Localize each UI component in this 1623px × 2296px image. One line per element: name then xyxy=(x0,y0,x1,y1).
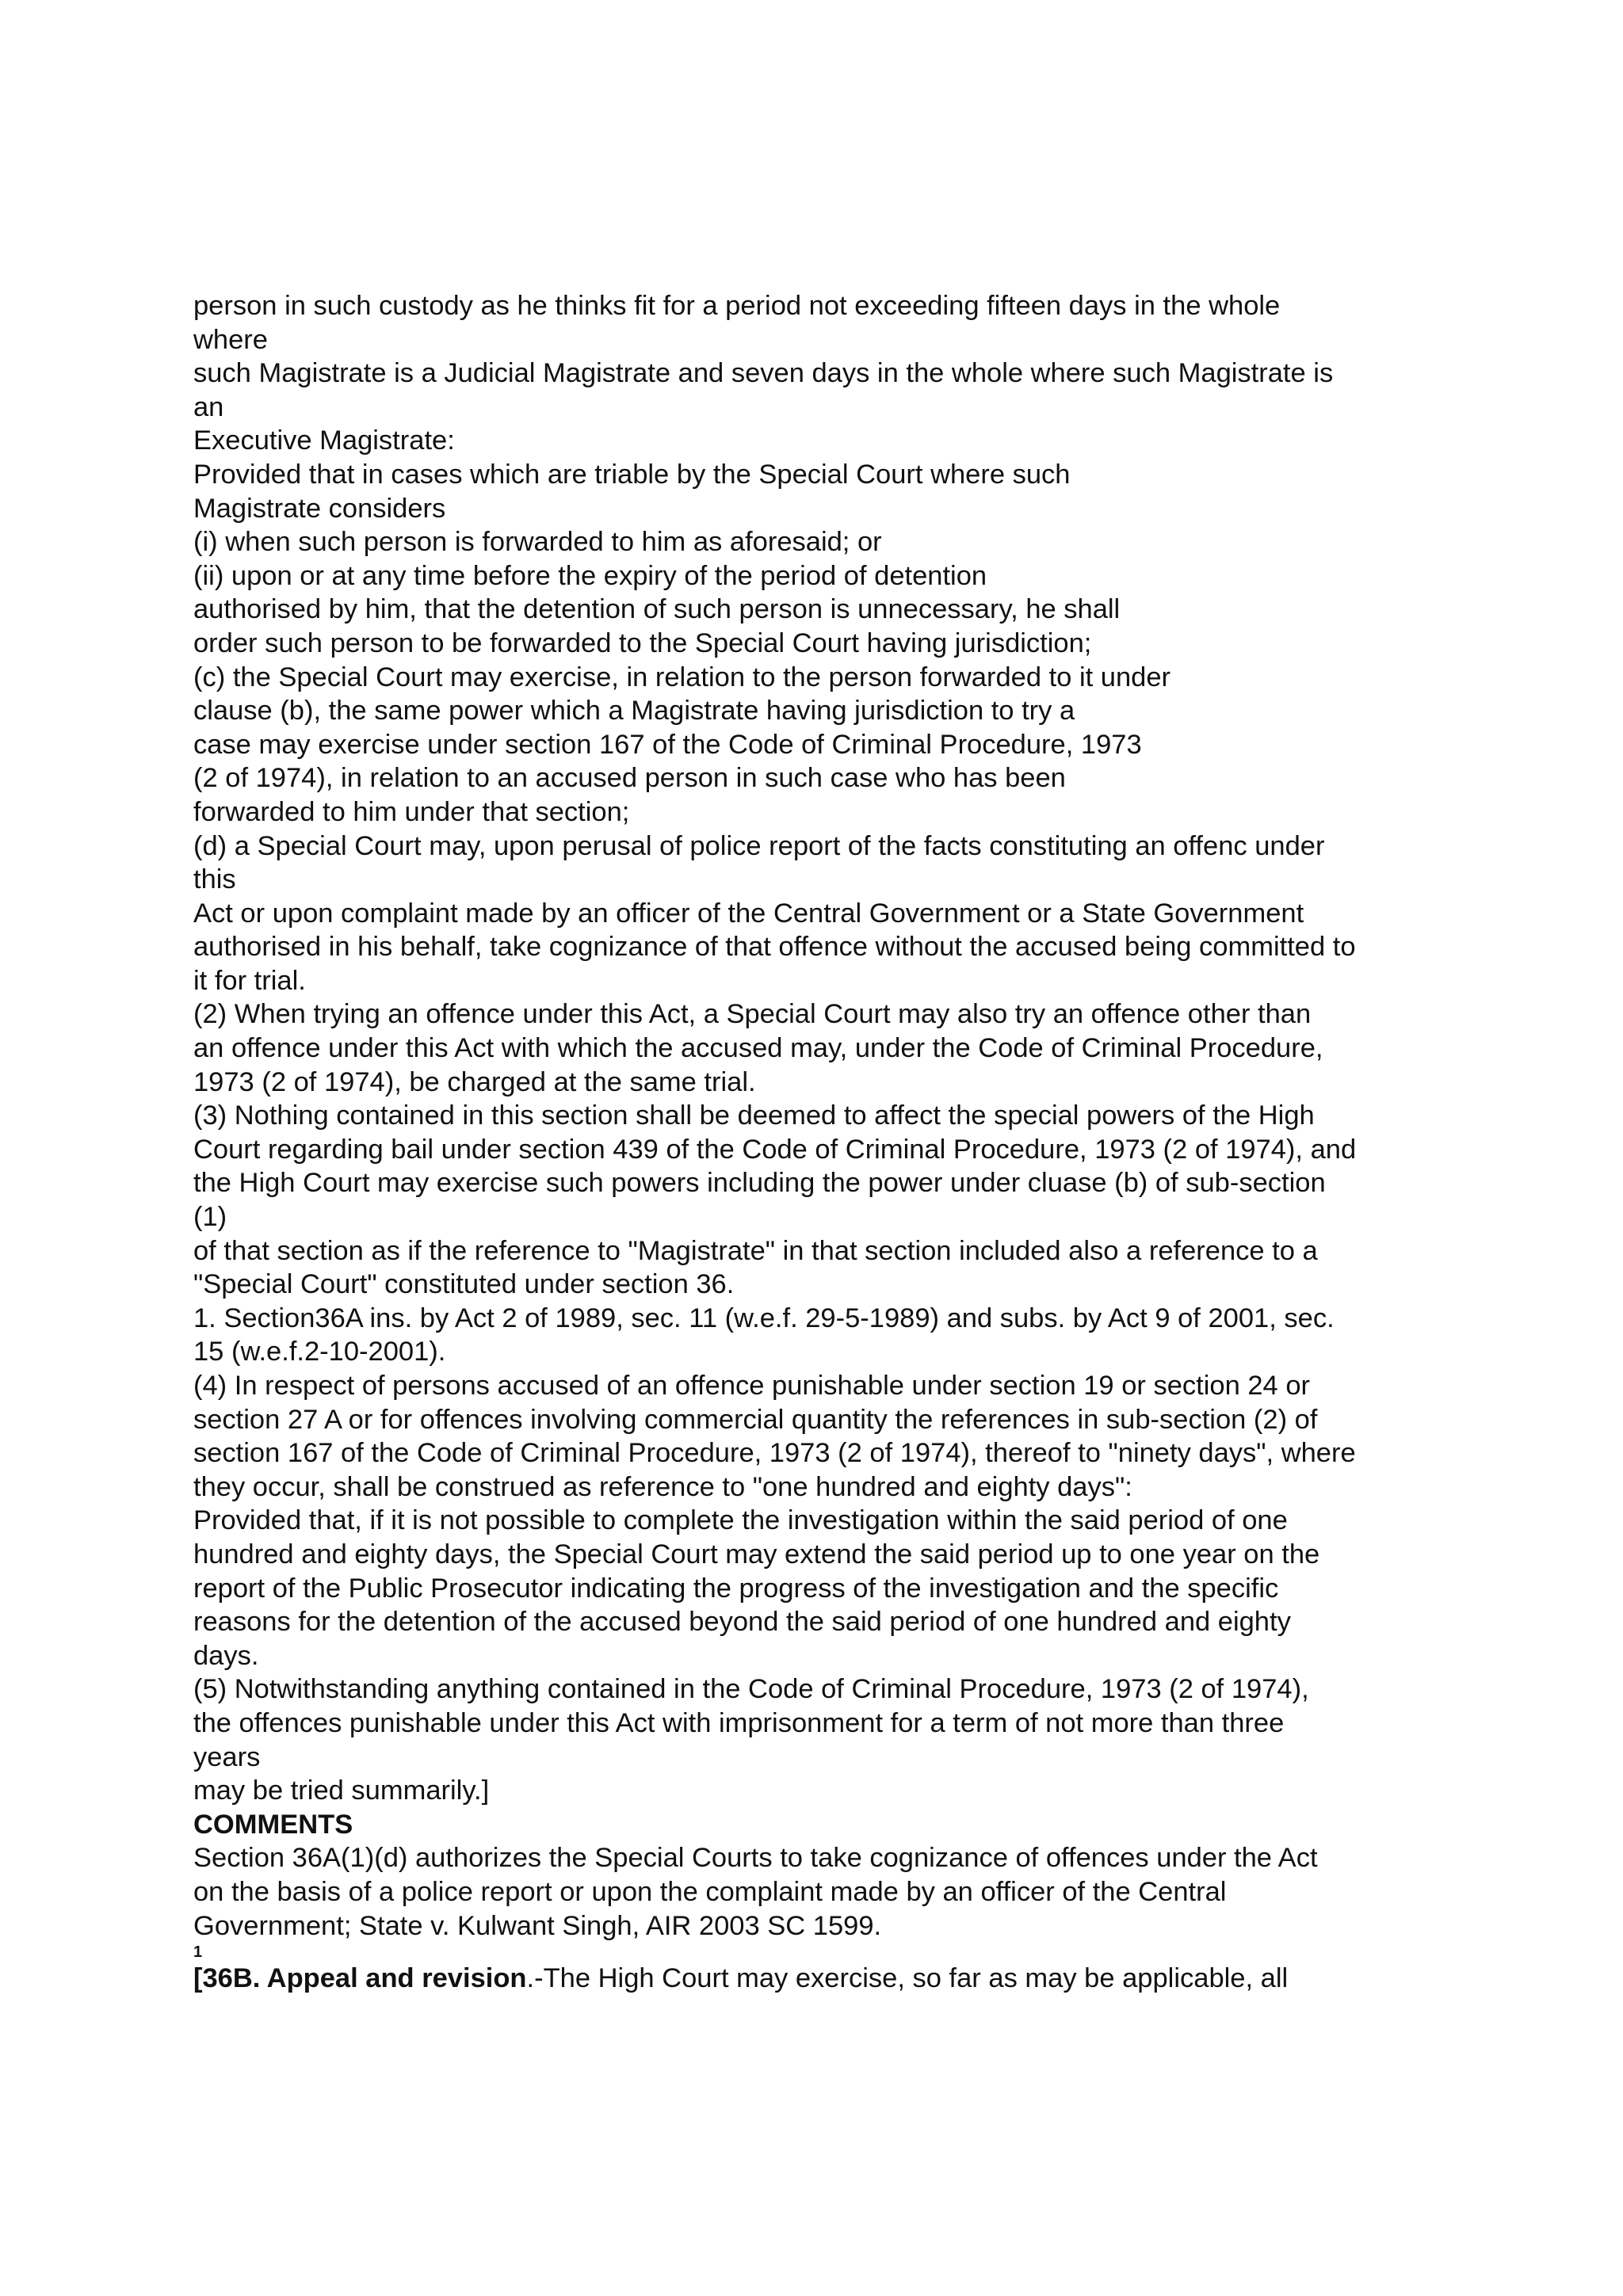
text-line: authorised in his behalf, take cognizance of that offence without the accused being committed to xyxy=(193,932,1356,963)
text-line: such Magistrate is a Judicial Magistrate and seven days in the whole where such Magistrate is xyxy=(193,358,1334,389)
text-line: an xyxy=(193,391,224,422)
text-line: 15 (w.e.f.2-10-2001). xyxy=(193,1337,446,1367)
text-line: authorised by him, that the detention of such person is unnecessary, he shall xyxy=(193,594,1121,625)
text-line: Magistrate considers xyxy=(193,493,446,524)
text-line: report of the Public Prosecutor indicating the progress of the investigation and the specific xyxy=(193,1573,1279,1604)
text-line: Court regarding bail under section 439 of the Code of Criminal Procedure, 1973 (2 of 1974), and xyxy=(193,1134,1357,1165)
text-line: years xyxy=(193,1741,261,1772)
text-line: (d) a Special Court may, upon perusal of police report of the facts constituting an offenc under xyxy=(193,830,1325,861)
text-line: "Special Court" constituted under section 36. xyxy=(193,1269,735,1300)
text-line: section 27 A or for offences involving commercial quantity the references in sub-section (2) of xyxy=(193,1404,1318,1435)
document-body xyxy=(193,289,1477,1996)
text-line: (2 of 1974), in relation to an accused person in such case who has been xyxy=(193,763,1066,794)
text-line: the High Court may exercise such powers including the power under cluase (b) of sub-section xyxy=(193,1168,1326,1199)
text-line: (1) xyxy=(193,1202,227,1233)
text-line: on the basis of a police report or upon the complaint made by an officer of the Central xyxy=(193,1876,1227,1907)
text-line: 1973 (2 of 1974), be charged at the same trial. xyxy=(193,1066,756,1097)
text-line: an offence under this Act with which the accused may, under the Code of Criminal Procedure, xyxy=(193,1033,1323,1064)
text-line: hundred and eighty days, the Special Court may extend the said period up to one year on the xyxy=(193,1539,1320,1569)
section-36b-heading: [36B. Appeal and revision xyxy=(193,1963,527,1994)
section-36b-line xyxy=(193,1962,1477,1996)
text-line: person in such custody as he thinks fit for a period not exceeding fifteen days in the whole xyxy=(193,291,1281,321)
text-line: (c) the Special Court may exercise, in relation to the person forwarded to it under xyxy=(193,662,1171,692)
text-line: this xyxy=(193,864,236,895)
text-line: days. xyxy=(193,1640,259,1671)
text-line: reasons for the detention of the accused beyond the said period of one hundred and eighty xyxy=(193,1607,1291,1638)
text-line: (3) Nothing contained in this section shall be deemed to affect the special powers of the High xyxy=(193,1100,1315,1131)
text-line: Act or upon complaint made by an officer of the Central Government or a State Government xyxy=(193,898,1304,929)
statute-text xyxy=(193,289,1477,1808)
text-line: section 167 of the Code of Criminal Procedure, 1973 (2 of 1974), thereof to "ninety days", where xyxy=(193,1438,1356,1469)
text-line: (2) When trying an offence under this Act, a Special Court may also try an offence other than xyxy=(193,999,1312,1030)
text-line: the offences punishable under this Act with imprisonment for a term of not more than three xyxy=(193,1707,1285,1738)
text-line: 1. Section36A ins. by Act 2 of 1989, sec. 11 (w.e.f. 29-5-1989) and subs. by Act 9 of 2001, sec. xyxy=(193,1302,1335,1333)
text-line: may be tried summarily.] xyxy=(193,1775,490,1806)
text-line: Provided that in cases which are triable by the Special Court where such xyxy=(193,459,1071,490)
text-line: case may exercise under section 167 of the Code of Criminal Procedure, 1973 xyxy=(193,729,1142,760)
text-line: Section 36A(1)(d) authorizes the Special Courts to take cognizance of offences under the Act xyxy=(193,1843,1318,1874)
text-line: where xyxy=(193,324,268,355)
text-line: Executive Magistrate: xyxy=(193,425,455,456)
text-line: (i) when such person is forwarded to him as aforesaid; or xyxy=(193,527,882,558)
footnote-marker: 1 xyxy=(193,1943,203,1962)
text-line: (5) Notwithstanding anything contained in the Code of Criminal Procedure, 1973 (2 of 1974), xyxy=(193,1674,1309,1705)
text-line: (ii) upon or at any time before the expiry of the period of detention xyxy=(193,560,987,591)
text-line: clause (b), the same power which a Magistrate having jurisdiction to try a xyxy=(193,696,1075,727)
text-line: they occur, shall be construed as reference to "one hundred and eighty days": xyxy=(193,1471,1132,1502)
text-line: forwarded to him under that section; xyxy=(193,796,630,827)
text-line: (4) In respect of persons accused of an offence punishable under section 19 or section 24 or xyxy=(193,1371,1310,1401)
text-line: it for trial. xyxy=(193,965,306,996)
text-line: Provided that, if it is not possible to complete the investigation within the said period of one xyxy=(193,1505,1288,1536)
text-line: of that section as if the reference to "Magistrate" in that section included also a reference to a xyxy=(193,1235,1318,1266)
section-36b-text: .-The High Court may exercise, so far as may be applicable, all xyxy=(526,1963,1289,1994)
text-line: order such person to be forwarded to the Special Court having jurisdiction; xyxy=(193,627,1092,658)
comments-text xyxy=(193,1841,1477,1943)
comments-heading: COMMENTS xyxy=(193,1809,353,1840)
text-line: Government; State v. Kulwant Singh, AIR 2003 SC 1599. xyxy=(193,1910,882,1941)
